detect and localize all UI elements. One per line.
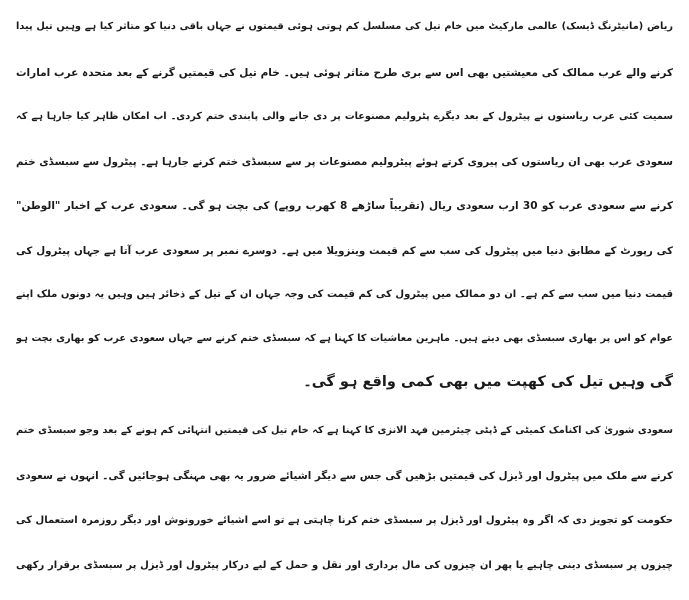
text-line: قیمت دنیا میں سب سے کم ہے۔ ان دو ممالک میں پیٹرول کی کم قیمت کی وجہ جہاں ان کے تیل کے ذخائر ہیں وہیں یہ دونوں ملک اپنے — [16, 289, 673, 300]
text-line: سعودی شوریٰ کی اکنامک کمیٹی کے ڈپٹی چیئرمین فہد الانزی کا کہنا ہے کہ خام تیل کی قیمتیں انتہائی کم ہونے کے بعد وجو سبسڈی ختم — [16, 425, 673, 436]
text-line: گی وہیں تیل کی کھپت میں بھی کمی واقع ہو گی۔ — [303, 374, 673, 390]
text-line: کرنے سے ملک میں پیٹرول اور ڈیزل کی قیمتیں بڑھیں گی جس سے دیگر اشیائے ضرور یہ بھی مہنگی ہوجائیں گی۔ انہوں نے سعودی — [16, 470, 673, 482]
text-line: کرنے والے عرب ممالک کی معیشتیں بھی اس سے بری طرح متاثر ہوئی ہیں۔ خام تیل کی قیمتیں گرنے کے بعد متحدہ عرب امارات — [16, 67, 673, 79]
text-line: کرنے سے سعودی عرب کو 30 ارب سعودی ریال (تقریباً ساڑھے 8 کھرب روپے) کی بچت ہو گی۔ سعودی عرب کے اخبار "الوطن" — [16, 200, 673, 212]
text-line: ریاض (مانیٹرنگ ڈیسک) عالمی مارکیٹ میں خام تیل کی مسلسل کم ہوتی ہوئی قیمتوں نے جہاں باقی دنیا کو متاثر کیا ہے وہیں تیل پیدا — [16, 21, 673, 32]
text-line: چیزوں پر سبسڈی دینی چاہیے یا پھر ان چیزوں کی مال برداری اور نقل و حمل کے لیے درکار پیٹرول اور ڈیزل پر سبسڈی برقرار رکھی — [16, 560, 673, 571]
text-line: کی رپورٹ کے مطابق دنیا میں پیٹرول کی سب سے کم قیمت وینزویلا میں ہے۔ دوسرے نمبر پر سعودی عرب آتا ہے جہاں پیٹرول کی — [16, 245, 673, 257]
text-line: عوام کو اس پر بھاری سبسڈی بھی دیتے ہیں۔ ماہرین معاشیات کا کہنا ہے کہ سبسڈی ختم کرنے سے جہاں سعودی عرب کو بھاری بچت ہو — [16, 333, 673, 344]
text-line: سمیت کئی عرب ریاستوں نے پیٹرول کے بعد دیگرے پٹرولیم مصنوعات پر دی جانے والی پابندی ختم کردی۔ اب امکان ظاہر کیا جارہا ہے کہ — [16, 111, 673, 122]
text-line: سعودی عرب بھی ان ریاستوں کی پیروی کرتے ہوئے پیٹرولیم مصنوعات پر سے سبسڈی ختم کرنے جارہا ہے۔ پیٹرول سے سبسڈی ختم — [16, 156, 673, 168]
text-line: حکومت کو تجویز دی کہ اگر وہ پیٹرول اور ڈیزل پر سبسڈی ختم کرنا چاہتی ہے تو اسے اشیائے خورونوش اور دیگر روزمرہ استعمال کی — [16, 515, 673, 526]
